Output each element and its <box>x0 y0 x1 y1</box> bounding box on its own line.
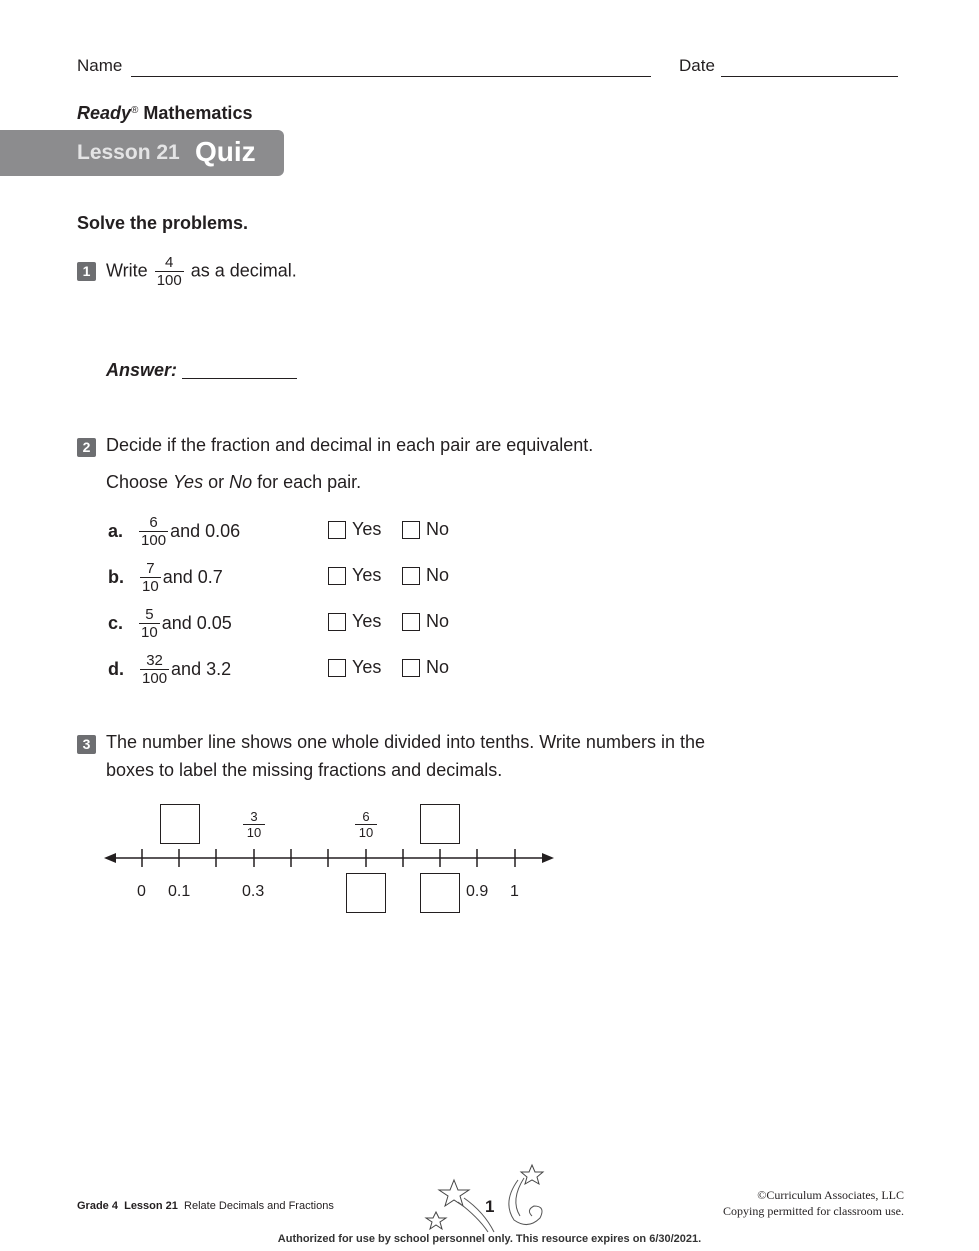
label-a-no: No <box>426 519 450 539</box>
question-3-subtext: boxes to label the missing fractions and decimals. <box>106 760 503 780</box>
row-letter: b <box>108 566 119 587</box>
row-fraction: $\frac{7}{10}$ <box>142 559 159 595</box>
label-0: 0 <box>137 883 146 900</box>
answer-box-bottom-0.6[interactable] <box>346 873 386 913</box>
page-number: 1 <box>485 1197 495 1216</box>
number-line <box>100 845 560 871</box>
question-1-badge: 1 <box>77 262 96 281</box>
checkbox-a-no[interactable] <box>402 521 420 539</box>
q1-suffix: as a decimal. <box>190 260 297 281</box>
label-c-no: No <box>426 611 450 631</box>
q1-prefix: Write <box>106 260 148 281</box>
pair-row-d: d . $\frac{32}{100}$ and 3.2 <box>108 651 232 687</box>
row-letter: d <box>108 658 119 679</box>
question-2-subtext: Choose Yes or No for each pair. <box>106 472 362 492</box>
checkbox-a-yes[interactable] <box>328 521 346 539</box>
brand-subject: Mathematics <box>143 103 253 123</box>
checkbox-b-yes[interactable] <box>328 567 346 585</box>
checkbox-c-no[interactable] <box>402 613 420 631</box>
left-arrow-icon <box>104 853 116 863</box>
date-field-line[interactable] <box>721 76 898 77</box>
label-b-yes: Yes <box>352 565 382 585</box>
question-1-text <box>106 254 297 289</box>
lesson-label: Lesson 21 <box>77 141 180 164</box>
answer-label: Answer: <box>106 360 178 380</box>
footer-course-info: Grade 4 Lesson 21 Relate Decimals and Fractions <box>77 1200 334 1212</box>
checkbox-d-yes[interactable] <box>328 659 346 677</box>
row-text: and 0.05 <box>161 612 232 633</box>
question-2-badge: 2 <box>77 438 96 457</box>
quiz-title: Quiz <box>195 136 256 167</box>
row-fraction: $\frac{6}{100}$ <box>141 513 167 549</box>
brand-registered: ® <box>131 105 139 116</box>
label-0.9: 0.9 <box>466 883 489 900</box>
checkbox-b-no[interactable] <box>402 567 420 585</box>
name-field-line[interactable] <box>131 76 651 77</box>
name-label: Name <box>77 56 123 75</box>
label-1: 1 <box>510 883 519 900</box>
brand-title <box>77 103 252 124</box>
footer-copyright: ©Curriculum Associates, LLC Copying permitted for classroom use. <box>723 1188 904 1218</box>
answer-box-top-0.1[interactable] <box>160 804 200 844</box>
label-d-yes: Yes <box>352 657 382 677</box>
row-text: and 3.2 <box>171 658 232 679</box>
label-c-yes: Yes <box>352 611 382 631</box>
label-d-no: No <box>426 657 450 677</box>
question-3-text: The number line shows one whole divided into tenths. Write numbers in the <box>106 732 705 752</box>
brand-ready: Ready <box>77 103 132 123</box>
instructions: Solve the problems. <box>77 213 249 233</box>
q1-fraction: $\frac{4}{100}$ <box>156 254 182 289</box>
checkbox-c-yes[interactable] <box>328 613 346 631</box>
label-0.1: 0.1 <box>168 883 191 900</box>
question-3-badge: 3 <box>77 735 96 754</box>
answer-field-line[interactable] <box>182 378 297 379</box>
row-letter: a <box>108 520 119 541</box>
right-arrow-icon <box>542 853 554 863</box>
row-text: and 0.06 <box>170 520 241 541</box>
fraction-3-10: $\frac{3}{10}$ <box>243 809 265 840</box>
answer-box-bottom-0.8[interactable] <box>420 873 460 913</box>
label-0.3: 0.3 <box>242 883 265 900</box>
date-label: Date <box>679 56 715 75</box>
question-2-text: Decide if the fraction and decimal in each pair are equivalent. <box>106 435 594 455</box>
row-text: and 0.7 <box>162 566 223 587</box>
pair-row-c: c . $\frac{5}{10}$ and 0.05 <box>108 605 232 641</box>
answer-box-top-0.8[interactable] <box>420 804 460 844</box>
label-b-no: No <box>426 565 450 585</box>
row-fraction: $\frac{32}{100}$ <box>142 651 168 687</box>
checkbox-d-no[interactable] <box>402 659 420 677</box>
row-fraction: $\frac{5}{10}$ <box>141 605 158 641</box>
fraction-6-10: $\frac{6}{10}$ <box>355 809 377 840</box>
row-letter: c <box>108 612 119 633</box>
authorization-notice: Authorized for use by school personnel only. This resource expires on 6/30/2021. <box>277 1233 702 1245</box>
pair-row-b: b . $\frac{7}{10}$ and 0.7 <box>108 559 223 595</box>
pair-row-a: a . $\frac{6}{100}$ and 0.06 <box>108 513 241 549</box>
label-a-yes: Yes <box>352 519 382 539</box>
